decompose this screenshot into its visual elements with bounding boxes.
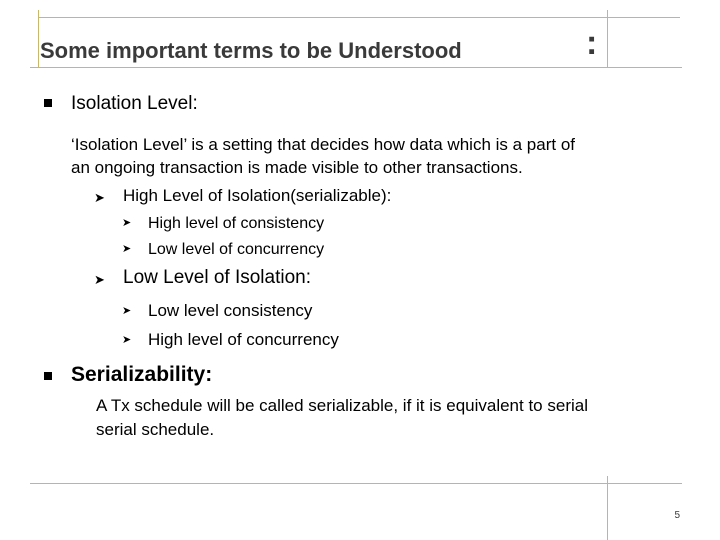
high-isolation-item-2: Low level of concurrency <box>148 241 325 258</box>
isolation-desc-line1: ‘Isolation Level’ is a setting that decides how data which is a part of <box>71 135 575 154</box>
square-bullet-icon <box>44 99 52 107</box>
low-isolation-label: Low Level of Isolation: <box>123 267 312 288</box>
high-isolation-item-1: High level of consistency <box>148 215 325 232</box>
top-rule <box>38 17 680 18</box>
page-number: 5 <box>674 510 680 521</box>
top-right-vertical-rule <box>607 10 608 68</box>
serializability-desc-line2: serial schedule. <box>96 420 215 439</box>
footer-vertical-rule <box>607 476 608 540</box>
arrowhead-bullet-icon: ➤ <box>122 217 132 229</box>
arrowhead-bullet-icon: ➤ <box>94 190 105 205</box>
isolation-desc-line2: an ongoing transaction is made visible to other transactions. <box>71 158 523 177</box>
isolation-level-heading: Isolation Level: <box>71 93 198 114</box>
title-colon: : <box>586 24 598 62</box>
arrowhead-bullet-icon: ➤ <box>122 334 132 346</box>
slide-title: Some important terms to be Understood <box>40 38 462 63</box>
arrowhead-bullet-icon: ➤ <box>122 305 132 317</box>
low-isolation-item-2: High level of concurrency <box>148 330 339 349</box>
low-isolation-item-1: Low level consistency <box>148 301 313 320</box>
square-bullet-icon <box>44 372 52 380</box>
footer-rule <box>30 483 682 484</box>
arrowhead-bullet-icon: ➤ <box>122 243 132 255</box>
serializability-heading: Serializability: <box>71 363 213 386</box>
title-underline-rule <box>30 67 682 68</box>
top-left-vertical-rule <box>38 10 39 68</box>
arrowhead-bullet-icon: ➤ <box>94 272 105 287</box>
serializability-desc-line1: A Tx schedule will be called serializable, if it is equivalent to serial <box>96 396 588 415</box>
high-isolation-label: High Level of Isolation(serializable): <box>123 186 392 205</box>
